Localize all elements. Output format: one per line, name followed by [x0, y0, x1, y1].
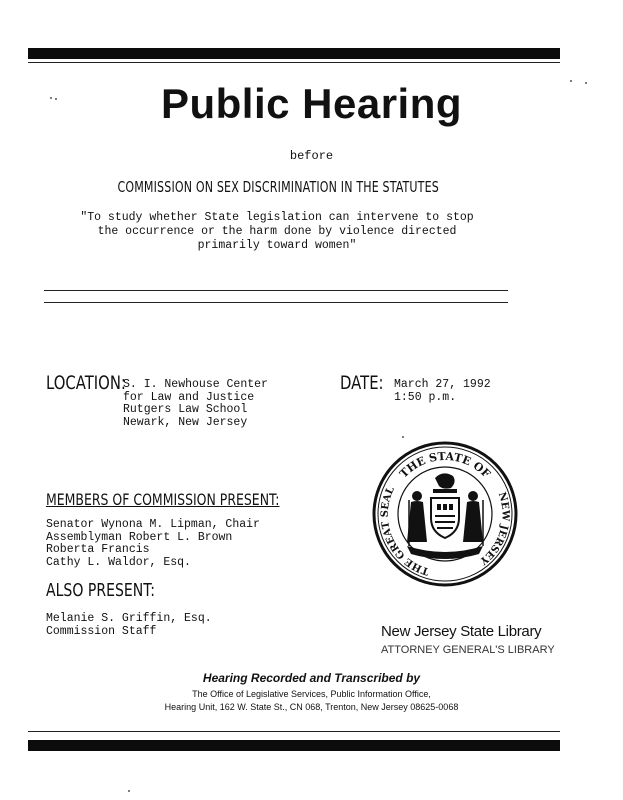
- member-name: Cathy L. Waldor, Esq.: [46, 555, 191, 569]
- scan-speck: [570, 80, 572, 82]
- date-value: [394, 379, 491, 404]
- date-line: 1:50 p.m.: [394, 390, 457, 404]
- staff-name: Melanie S. Griffin, Esq.: [46, 612, 212, 625]
- commission-name: COMMISSION ON SEX DISCRIMINATION IN THE STATUTES: [117, 178, 439, 196]
- purpose-line: the occurrence or the harm done by violence directed: [97, 225, 457, 238]
- hearing-purpose: [62, 211, 492, 253]
- bottom-bar: [28, 740, 560, 751]
- also-present-heading: ALSO PRESENT:: [46, 580, 156, 601]
- scan-speck: [585, 82, 587, 84]
- member-name: Assemblyman Robert L. Brown: [46, 530, 233, 544]
- divider-rule: [44, 302, 508, 303]
- bottom-rule: [28, 731, 560, 732]
- location-line: Rutgers Law School: [123, 403, 248, 416]
- seal-right-text: NEW JERSEY: [477, 491, 511, 567]
- location-line: S. I. Newhouse Center: [123, 378, 268, 391]
- members-list: [46, 519, 260, 569]
- date-heading: DATE:: [340, 372, 384, 394]
- member-name: Senator Wynona M. Lipman, Chair: [46, 518, 260, 531]
- location-heading: LOCATION:: [46, 372, 126, 394]
- also-present-list: [46, 613, 212, 638]
- members-heading: MEMBERS OF COMMISSION PRESENT:: [46, 490, 280, 509]
- recorded-by-address: Hearing Unit, 162 W. State St., CN 068, Trenton, New Jersey 08625-0068: [164, 702, 459, 712]
- scan-speck: [50, 97, 52, 99]
- seal-top-text: THE STATE OF: [397, 449, 493, 481]
- library-subtitle: ATTORNEY GENERAL'S LIBRARY: [381, 644, 555, 656]
- divider-rule: [44, 290, 508, 291]
- recorded-by-office: The Office of Legislative Services, Public Information Office,: [192, 689, 431, 699]
- purpose-line: primarily toward women": [197, 239, 357, 252]
- before-label: before: [289, 149, 334, 163]
- new-jersey-seal-icon: [371, 440, 519, 588]
- scan-speck: [128, 790, 130, 792]
- top-rule: [28, 62, 560, 63]
- recorded-by-title: Hearing Recorded and Transcribed by: [202, 671, 421, 685]
- library-name: New Jersey State Library: [381, 623, 542, 640]
- location-line: for Law and Justice: [123, 390, 255, 404]
- scan-speck: [55, 98, 57, 100]
- location-line: Newark, New Jersey: [123, 415, 248, 429]
- page-title: Public Hearing: [160, 80, 463, 127]
- svg-text:NEW JERSEY: [477, 491, 511, 567]
- date-line: March 27, 1992: [394, 378, 491, 391]
- location-address: [123, 379, 268, 429]
- top-bar: [28, 48, 560, 59]
- purpose-line: "To study whether State legislation can intervene to stop: [80, 211, 474, 224]
- scan-speck: [402, 436, 404, 438]
- seal-left-text: THE GREAT SEAL: [379, 485, 431, 577]
- staff-name: Commission Staff: [46, 624, 157, 638]
- member-name: Roberta Francis: [46, 543, 150, 556]
